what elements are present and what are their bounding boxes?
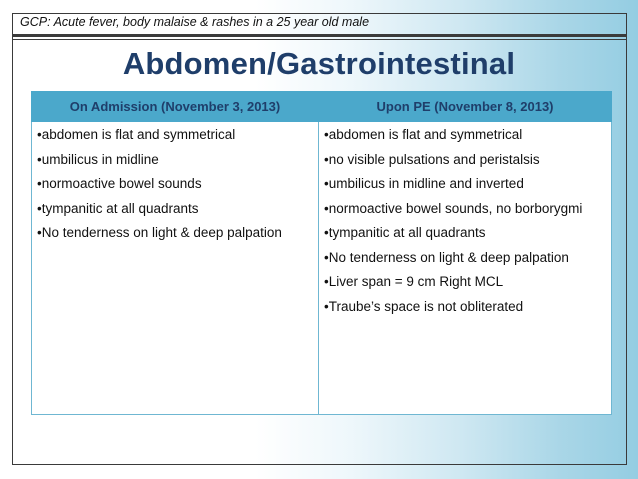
pe-findings-cell: [319, 122, 612, 415]
list-item: •umbilicus in midline and inverted: [324, 176, 524, 191]
admission-findings-list: [37, 126, 314, 241]
case-header: GCP: Acute fever, body malaise & rashes in a 25 year old male: [20, 15, 370, 29]
list-item: •tympanitic at all quadrants: [324, 225, 486, 240]
list-item: •normoactive bowel sounds: [37, 176, 202, 191]
list-item: •Traube’s space is not obliterated: [324, 298, 524, 314]
list-item: •umbilicus in midline: [37, 151, 159, 167]
list-item: •No tenderness on light & deep palpation: [37, 225, 282, 240]
list-item: •no visible pulsations and peristalsis: [324, 151, 540, 167]
list-item: •Liver span = 9 cm Right MCL: [324, 274, 504, 289]
pe-findings-list: [324, 126, 607, 315]
header-rule-thin: [12, 39, 627, 40]
admission-findings-cell: [32, 122, 319, 415]
table-row: [32, 122, 612, 415]
slide-title: Abdomen/Gastrointestinal: [122, 46, 516, 81]
list-item: •normoactive bowel sounds, no borborygmi: [324, 200, 583, 216]
list-item: •abdomen is flat and symmetrical: [37, 127, 236, 142]
findings-table: [31, 91, 612, 415]
header-rule: [12, 34, 627, 37]
table-header-row: [32, 92, 612, 122]
list-item: •No tenderness on light & deep palpation: [324, 249, 569, 265]
list-item: •tympanitic at all quadrants: [37, 200, 199, 216]
column-heading-pe: Upon PE (November 8, 2013): [319, 92, 612, 122]
list-item: •abdomen is flat and symmetrical: [324, 127, 523, 142]
column-heading-admission: On Admission (November 3, 2013): [32, 92, 319, 122]
